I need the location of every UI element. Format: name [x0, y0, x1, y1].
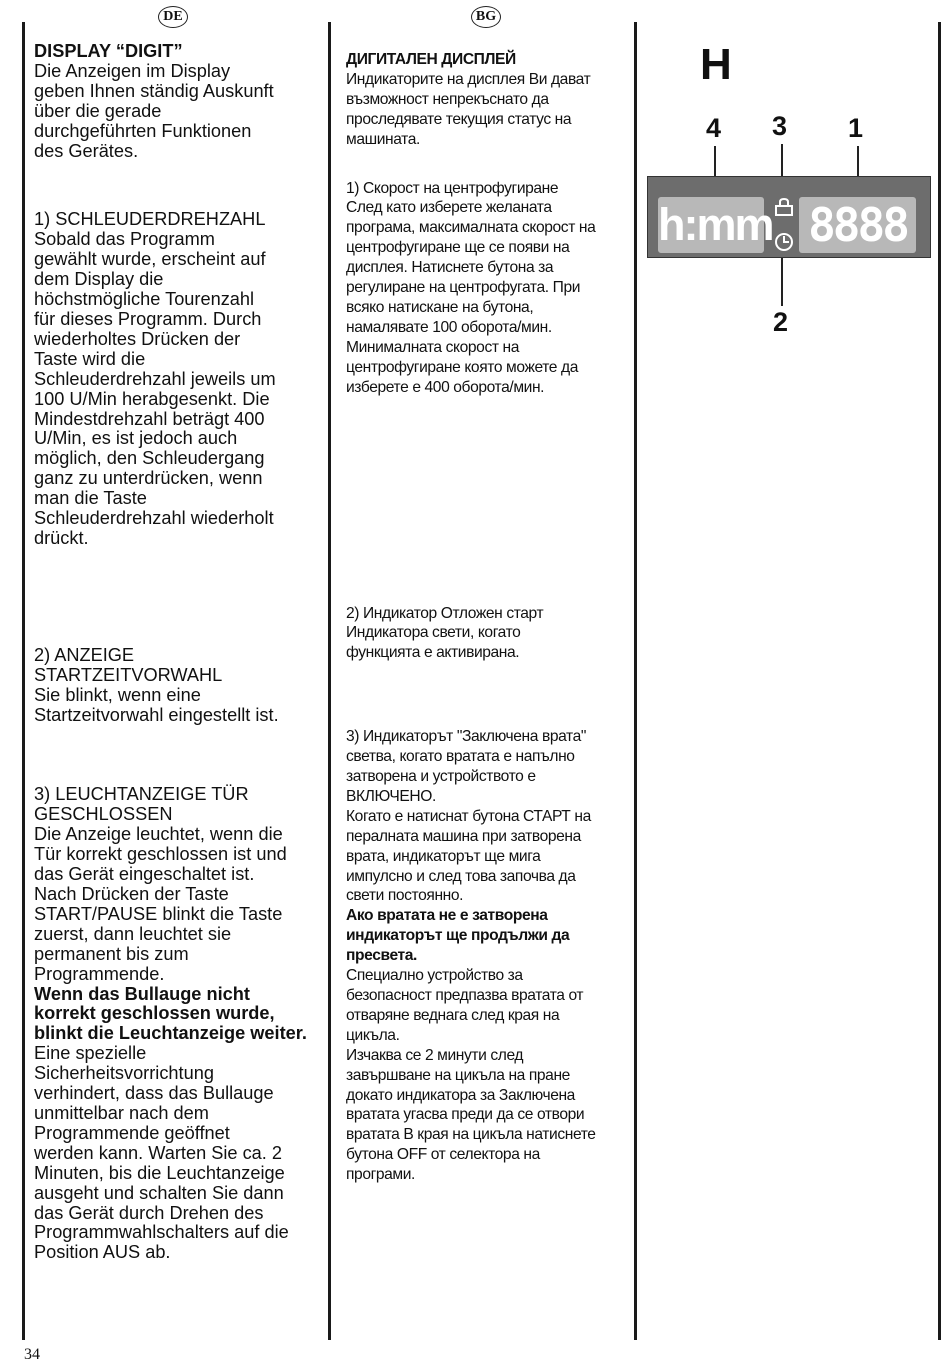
de-title: DISPLAY “DIGIT”	[34, 41, 183, 61]
de-section-door-lock-safety: Eine spezielle Sicherheitsvorrichtung verhindert, dass das Bullauge unmittelbar nach dem Programmende geöffnet werden kann. Warten Sie ca. 2 Minuten, bis die Leuchtanzeige ausgeht und schalten Sie dann das Gerät durch Drehen des Programmwahlschalters auf die Position AUS ab.	[34, 1043, 289, 1263]
language-badge-bg	[471, 6, 501, 28]
column-divider-left	[22, 22, 25, 1340]
language-badge-bg-text: BG	[475, 9, 497, 24]
bg-section-door-lock-warning: Ако вратата не е затворена индикаторът ще продължи да пресвета.	[346, 907, 570, 965]
de-section-spin-speed: 1) SCHLEUDERDREHZAHL Sobald das Programm gewählt wurde, erscheint auf dem Display die höchstmögliche Tourenzahl für dieses Programm. Durch wiederholtes Drücken der Taste wird die Schleuderdrehzahl jeweils um 100 U/Min herabgesenkt. Die Mindestdrehzahl beträgt 400 U/Min, es ist jedoch auch möglich, den Schleudergang ganz zu unterdrücken, wenn man die Taste Schleuderdrehzahl wiederholt drückt.	[34, 209, 276, 548]
clock-icon	[773, 231, 795, 253]
language-badge-de	[158, 6, 188, 28]
column-divider-edge	[938, 22, 941, 1340]
bg-section-delay-start: 2) Индикатор Отложен старт Индикатора свети, когато функцията е активирана.	[346, 604, 544, 662]
de-section-door-lock-warning: Wenn das Bullauge nicht korrekt geschlossen wurde, blinkt die Leuchtanzeige weiter.	[34, 983, 307, 1044]
leader-line-2	[781, 250, 783, 306]
display-time-segment: h:mm	[658, 197, 764, 253]
figure-callout-2: 2	[773, 307, 789, 337]
figure-callout-4: 4	[706, 113, 722, 143]
bg-section-door-lock-safety: Специално устройство за безопасност предпазва вратата от отваряне веднага след края на цикъла. Изчаква се 2 минути след завършване на цикъла на пране докато индикатора за Заключена вратата угасва преди да се отвори вратата В края на цикъла натиснете бутона OFF от селектора на програми.	[346, 967, 596, 1184]
de-section-delay-start: 2) ANZEIGE STARTZEITVORWAHL Sie blinkt, wenn eine Startzeitvorwahl eingestellt ist.	[34, 644, 279, 725]
column-divider-right	[634, 22, 637, 1340]
bg-title: ДИГИТАЛЕН ДИСПЛЕЙ	[346, 51, 516, 68]
de-intro: Die Anzeigen im Display geben Ihnen ständig Auskunft über die gerade durchgeführten Funktionen des Gerätes.	[34, 60, 274, 161]
display-panel	[647, 176, 931, 258]
figure-letter: H	[700, 40, 732, 89]
column-bulgarian	[346, 50, 630, 1185]
column-divider-middle	[328, 22, 331, 1340]
display-digits-segment: 8888	[799, 197, 916, 253]
bg-intro: Индикаторите на дисплея Ви дават възможност непрекъснато да проследявате текущия статус на машината.	[346, 70, 591, 148]
figure-callout-1: 1	[848, 113, 864, 143]
column-german	[34, 42, 324, 1263]
de-section-door-lock: 3) LEUCHTANZEIGE TÜR GESCHLOSSEN Die Anzeige leuchtet, wenn die Tür korrekt geschlossen ist und das Gerät eingeschaltet ist. Nach Drücken der Taste START/PAUSE blinkt die Taste zuerst, dann leuchtet sie permanent bis zum Programmende.	[34, 784, 287, 984]
bg-section-door-lock: 3) Индикаторът "Заключена врата" светва, когато вратата е напълно затворена и устройството е ВКЛЮЧЕНО. Когато е натиснат бутона СТАРТ на пералната машина при затворена врата, индикаторът ще мига импулсно и след това започва да свети постоянно.	[346, 728, 591, 905]
language-badge-de-text: DE	[163, 9, 183, 24]
figure-callout-3: 3	[772, 111, 788, 141]
page-number: 34	[24, 1346, 40, 1363]
bg-section-spin-speed: 1) Скорост на центрофугиране След като изберете желаната програма, максималната скорост на центрофугиране ще се появи на дисплея. Натиснете бутона за регулиране на центрофугата. При всяко натискане на бутона, намалявате 100 оборота/мин. Минималната скорост на центрофугиране която можете да изберете е 400 оборота/мин.	[346, 179, 596, 396]
door-lock-icon	[773, 197, 795, 217]
